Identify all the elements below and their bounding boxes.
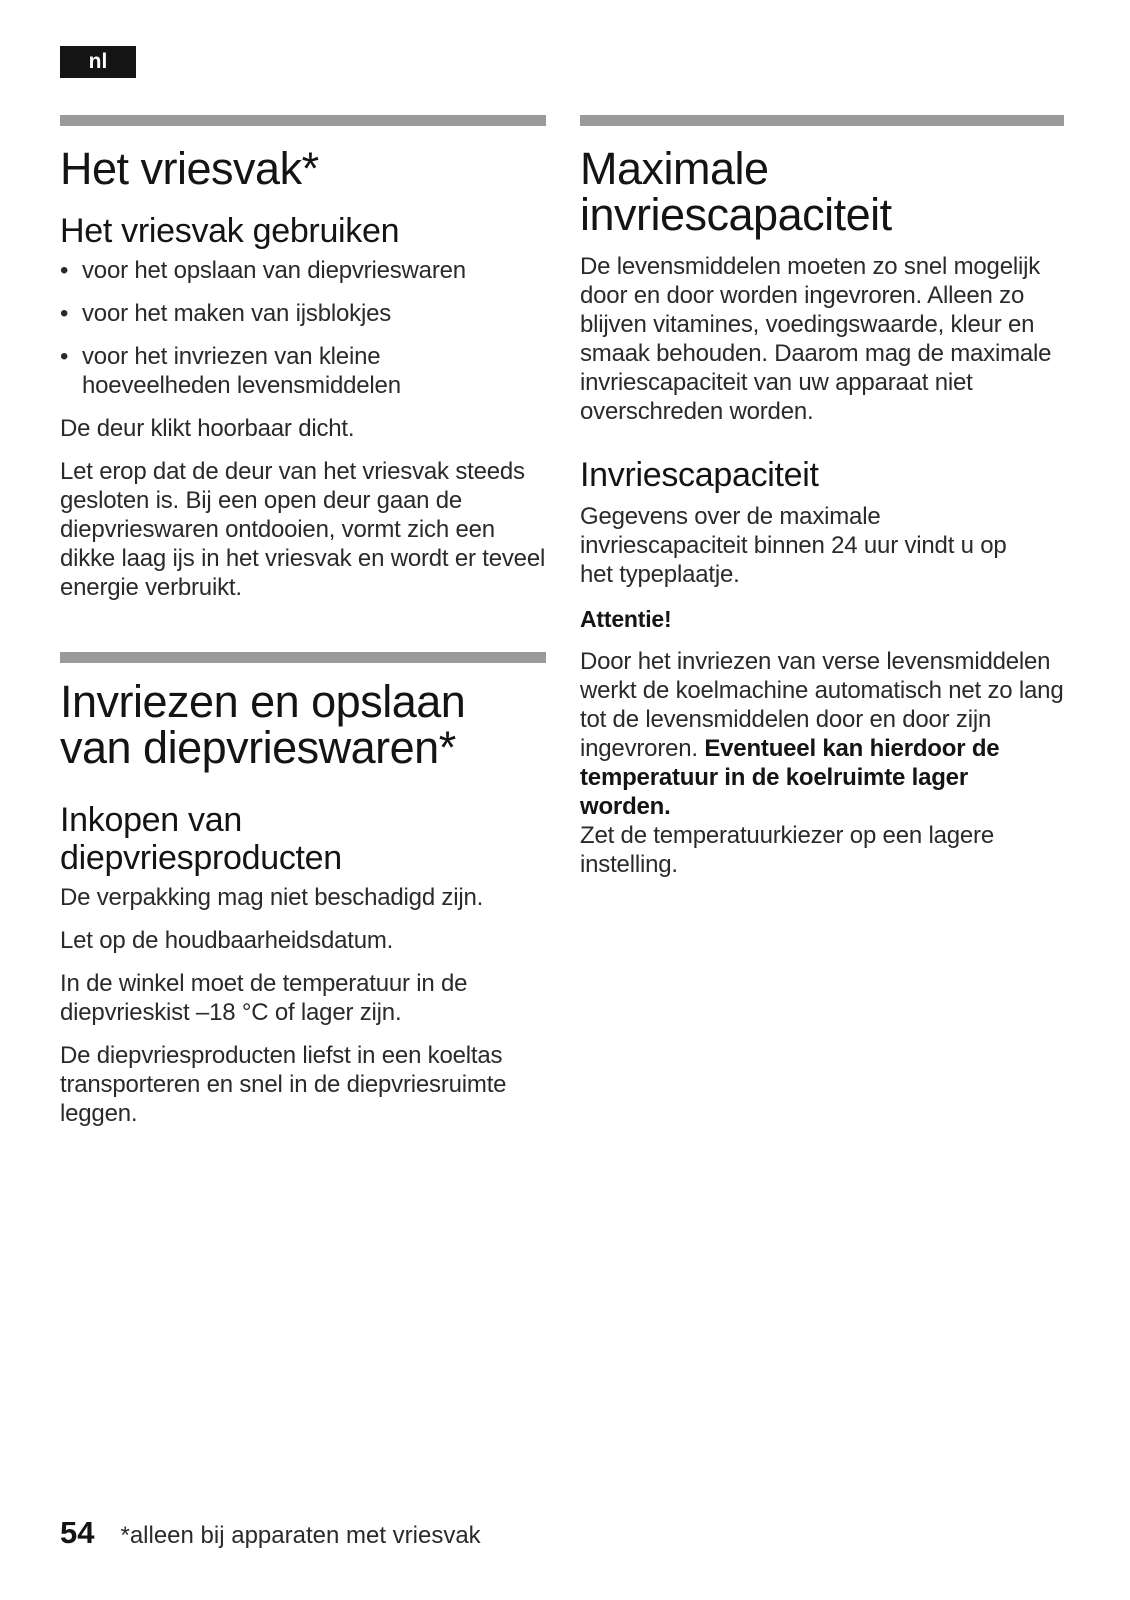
attention-paragraph [580, 647, 1064, 821]
language-tag: nl [60, 46, 136, 78]
body-text: Let erop dat de deur van het vriesvak steeds gesloten is. Bij een open deur gaan de diepvrieswaren ontdooien, vormt zich een dikke laag ijs in het vriesvak en wordt er teveel energie verbruikt. [60, 458, 546, 601]
section-divider [580, 115, 1064, 126]
list-item: • voor het invriezen van kleine hoeveelheden levensmiddelen [60, 343, 401, 399]
right-column [580, 115, 1064, 879]
body-text: De levensmiddelen moeten zo snel mogelijk door en door worden ingevroren. Alleen zo blijven vitamines, voedingswaarde, kleur en smaak behouden. Daarom mag de maximale invriescapaciteit van uw apparaat niet overschreden worden. [580, 253, 1052, 425]
bullet-icon: • [60, 300, 69, 327]
body-text: Let op de houdbaarheidsdatum. [60, 927, 394, 954]
attention-text: Door het invriezen van verse levensmiddelen werkt de koelmachine automatisch net zo lang tot de levensmiddelen door en door zijn ingevroren. [580, 648, 1064, 762]
footnote: *alleen bij apparaten met vriesvak [120, 1522, 481, 1549]
subsection-title-capacity: Invriescapaciteit [580, 456, 819, 494]
attention-label: Attentie! [580, 606, 672, 632]
body-text: Zet de temperatuurkiezer op een lagere instelling. [580, 822, 994, 878]
body-text: Gegevens over de maximale invriescapaciteit binnen 24 uur vindt u op het typeplaatje. [580, 503, 1007, 588]
body-text: De deur klikt hoorbaar dicht. [60, 415, 355, 442]
section-title-freezing-storing: Invriezen en opslaan van diepvrieswaren* [60, 676, 466, 773]
section-title-max-capacity: Maximale invriescapaciteit [580, 143, 892, 240]
left-column [60, 115, 546, 1128]
page-number: 54 [60, 1515, 95, 1550]
section-title-freezer: Het vriesvak* [60, 143, 319, 194]
bullet-icon: • [60, 343, 69, 370]
page-footer [60, 1515, 481, 1551]
section-divider [60, 115, 546, 126]
subsection-title-buying: Inkopen van diepvriesproducten [60, 801, 342, 877]
body-text: De verpakking mag niet beschadigd zijn. [60, 884, 484, 911]
bullet-icon: • [60, 257, 69, 284]
section-divider [60, 652, 546, 663]
list-item: • voor het maken van ijsblokjes [60, 300, 392, 327]
body-text: De diepvriesproducten liefst in een koeltas transporteren en snel in de diepvriesruimte leggen. [60, 1042, 507, 1127]
subsection-title-using-freezer: Het vriesvak gebruiken [60, 212, 400, 250]
list-item: • voor het opslaan van diepvrieswaren [60, 257, 466, 284]
attention-bold-text: Eventueel kan hierdoor de temperatuur in de koelruimte lager worden. [580, 735, 1000, 820]
usage-list [60, 256, 546, 400]
body-text: In de winkel moet de temperatuur in de diepvrieskist –18 °C of lager zijn. [60, 970, 468, 1026]
